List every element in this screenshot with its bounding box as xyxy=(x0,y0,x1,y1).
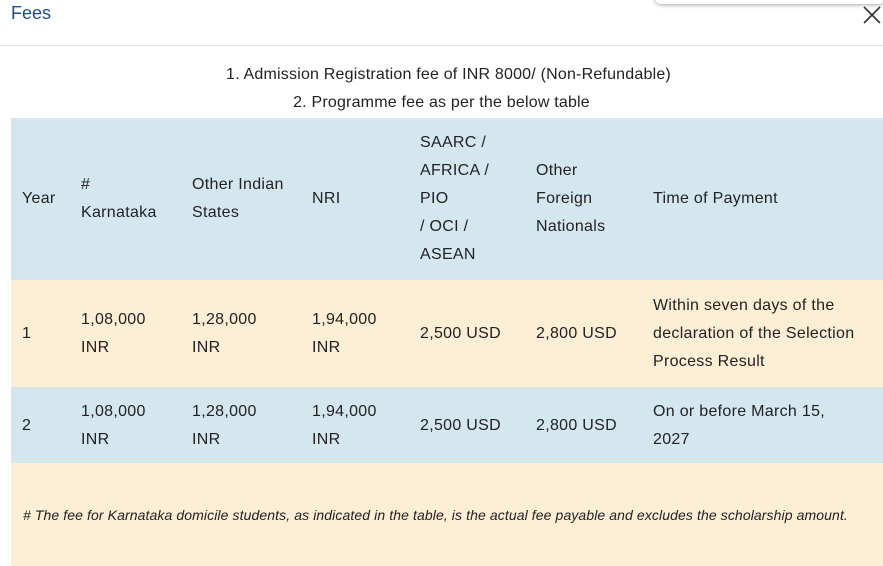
intro-line-registration-fee: 1. Admission Registration fee of INR 8000/ (Non-Refundable) xyxy=(226,66,671,83)
cell-time-of-payment: On or before March 15, 2027 xyxy=(653,402,826,448)
header-karnataka: # Karnataka xyxy=(81,176,157,221)
intro-line-programme-fee: 2. Programme fee as per the below table xyxy=(293,94,590,111)
footnote-text: # The fee for Karnataka domicile students, as indicated in the table, is the actual fee payable and excludes the scholarship amount. xyxy=(23,507,848,523)
cell-karnataka: 1,08,000 INR xyxy=(81,310,146,356)
table-row xyxy=(11,387,883,464)
cell-time-of-payment: Within seven days of the declaration of the Selection Process Result xyxy=(653,296,855,370)
table-header-row xyxy=(11,118,883,280)
cell-year: 2 xyxy=(22,416,32,434)
cell-other-foreign-nationals: 2,800 USD xyxy=(536,324,617,342)
cell-nri: 1,94,000 INR xyxy=(312,402,377,448)
cell-saarc: 2,500 USD xyxy=(420,416,501,434)
header-saarc: SAARC / AFRICA / PIO / OCI / ASEAN xyxy=(420,134,490,263)
cell-other-foreign-nationals: 2,800 USD xyxy=(536,416,617,434)
header-time-of-payment: Time of Payment xyxy=(653,190,778,207)
footnote-box xyxy=(11,463,883,566)
cell-saarc: 2,500 USD xyxy=(420,324,501,342)
dialog-title: Fees xyxy=(11,3,52,23)
cell-year: 1 xyxy=(22,324,32,342)
table-row xyxy=(11,280,883,387)
cell-karnataka: 1,08,000 INR xyxy=(81,402,146,448)
dialog-header xyxy=(0,0,883,46)
header-other-foreign-nationals: Other Foreign Nationals xyxy=(536,162,606,235)
header-nri: NRI xyxy=(312,190,341,207)
header-other-indian-states: Other Indian States xyxy=(192,176,284,221)
cell-nri: 1,94,000 INR xyxy=(312,310,377,356)
cell-other-indian-states: 1,28,000 INR xyxy=(192,402,257,448)
close-icon[interactable] xyxy=(862,5,882,25)
cell-other-indian-states: 1,28,000 INR xyxy=(192,310,257,356)
fee-table xyxy=(11,118,883,464)
header-year: Year xyxy=(22,190,56,207)
